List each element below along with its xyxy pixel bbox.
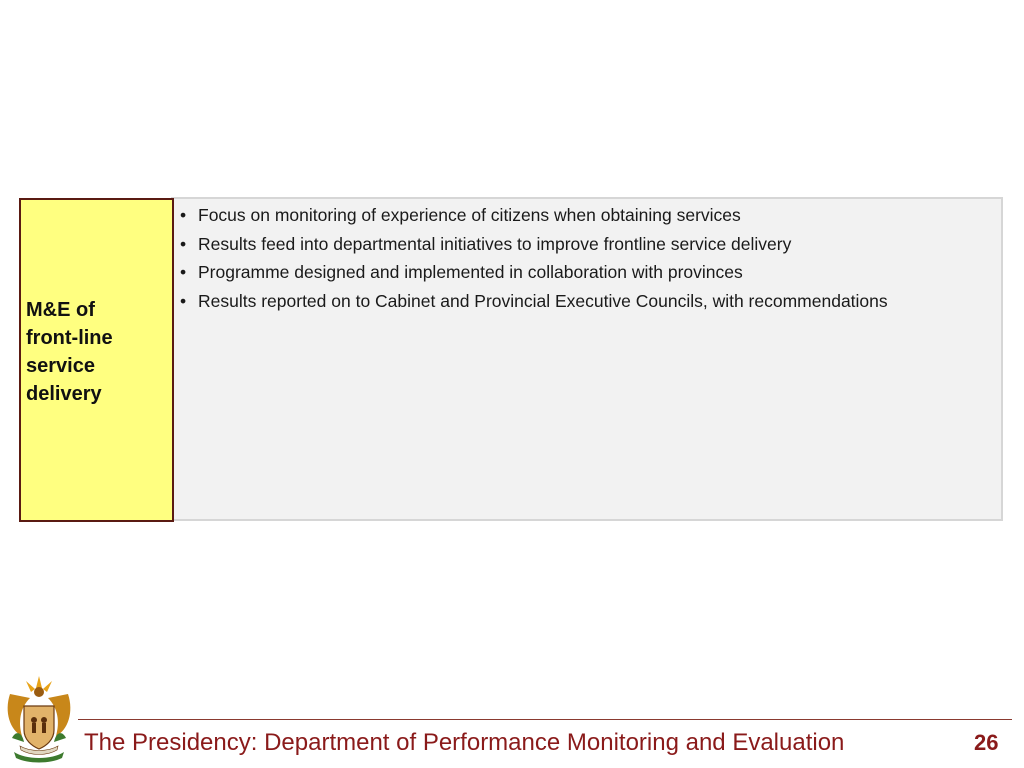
footer-divider [78, 719, 1012, 720]
bullet-item [178, 260, 968, 284]
bullet-icon: • [180, 205, 187, 225]
bullet-text: Results feed into departmental initiatives to improve frontline service delivery [198, 233, 792, 254]
bullet-text: Programme designed and implemented in collaboration with provinces [198, 262, 743, 282]
bullet-text: Results reported on to Cabinet and Provincial Executive Councils, with recommendations [198, 290, 888, 311]
bullet-icon: • [180, 233, 187, 254]
bullet-icon: • [180, 290, 187, 311]
bullet-text: Focus on monitoring of experience of citizens when obtaining services [198, 205, 741, 225]
bullet-item [178, 203, 968, 227]
coat-of-arms-icon [2, 672, 76, 766]
label-text: M&E of front-line service delivery [26, 299, 113, 405]
footer-title: The Presidency: Department of Performance Monitoring and Evaluation [84, 729, 845, 756]
bullet-icon: • [180, 262, 187, 282]
bullet-item [178, 289, 968, 313]
label-box [19, 198, 174, 522]
bullet-list [178, 203, 968, 317]
page-number: 26 [974, 730, 999, 755]
bullet-item [178, 232, 968, 256]
